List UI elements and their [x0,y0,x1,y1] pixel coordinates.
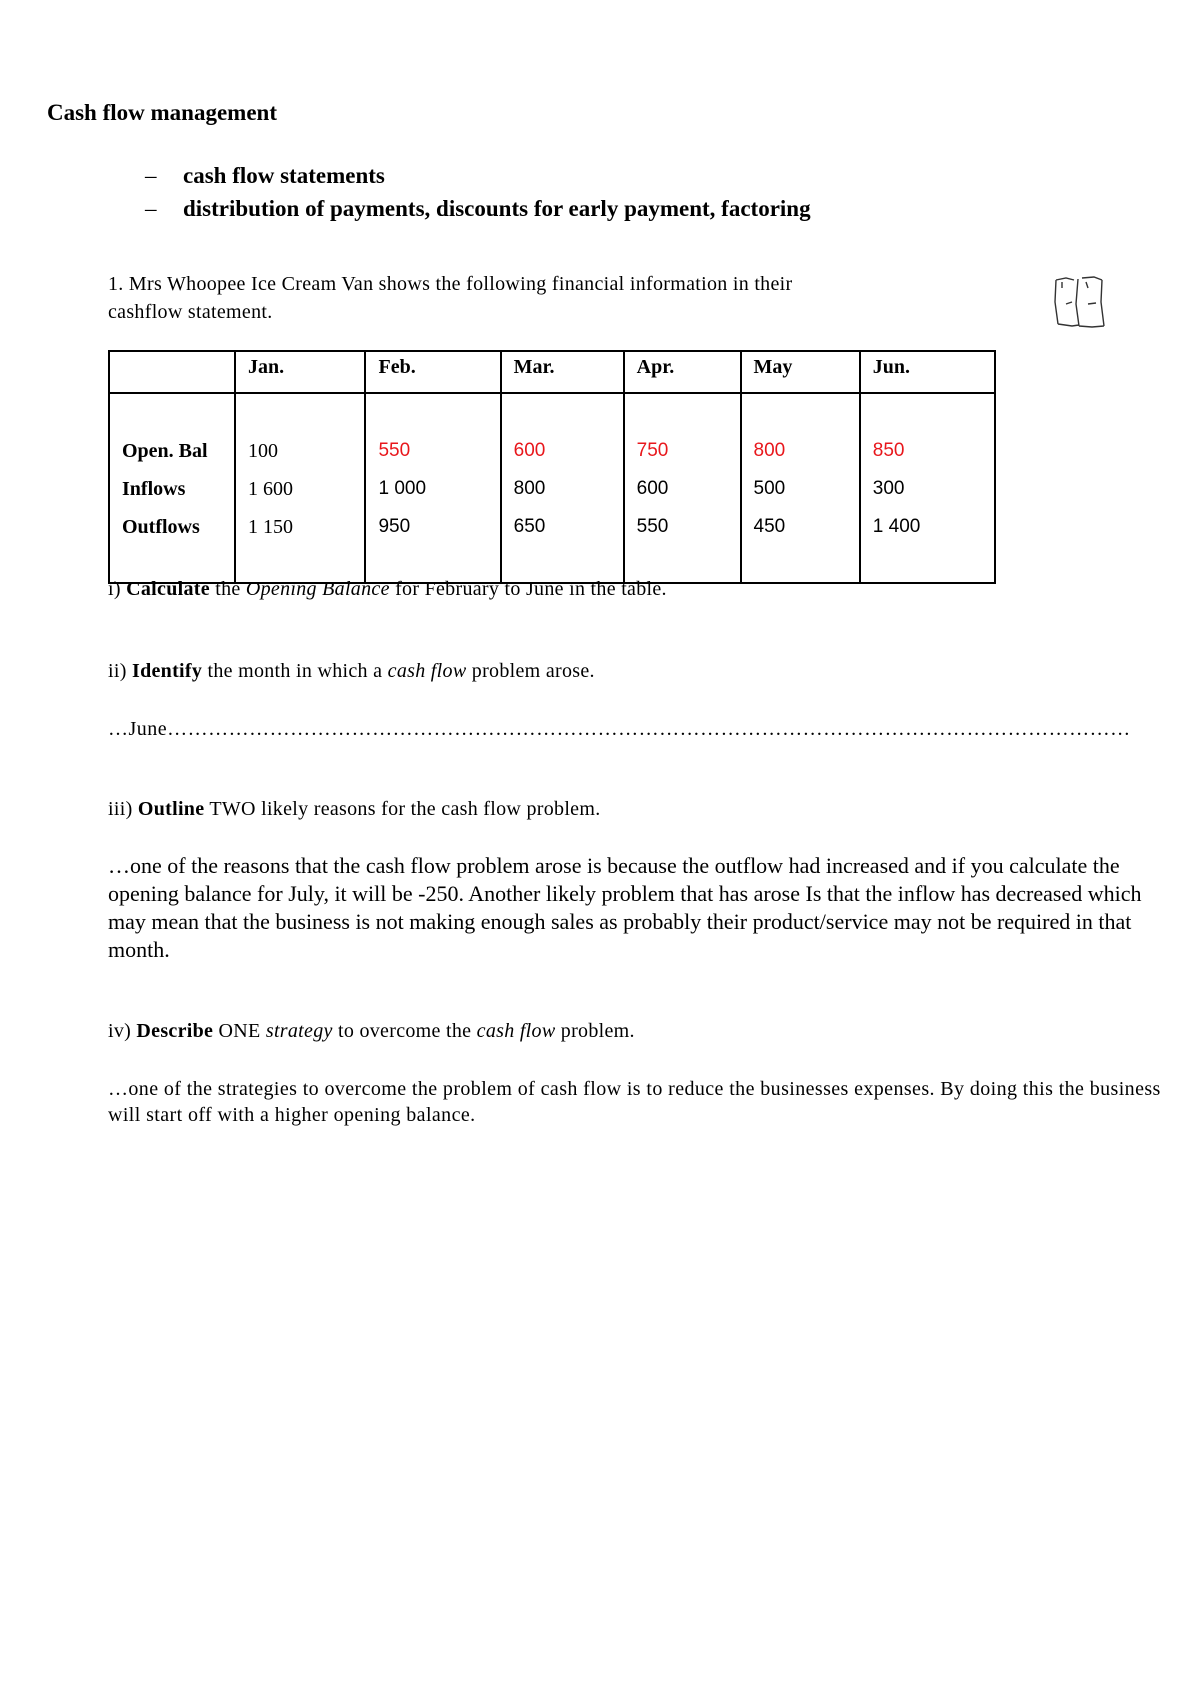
inflows-value: 1 600 [248,478,293,500]
calculated-open-bal-value: 850 [872,440,905,461]
outflows-value: 1 150 [248,516,293,538]
header-cell-apr: Apr. [624,351,741,393]
outflows-value: 650 [513,516,546,537]
calculated-open-bal-value: 600 [513,440,546,461]
calculated-open-bal-value: 550 [378,440,411,461]
month-cell-jun [860,393,995,583]
question-part-iii: iii) Outline TWO likely reasons for the cash flow problem. [108,798,601,820]
inflows-value: 800 [513,478,546,499]
cashflow-table [108,350,996,584]
outflows-value: 550 [636,516,669,537]
inflows-value: 500 [753,478,786,499]
header-cell-jun: Jun. [860,351,995,393]
header-cell-jan: Jan. [235,351,365,393]
table-row [109,393,995,583]
inflows-value: 300 [872,478,905,499]
month-cell-jan [235,393,365,583]
question-part-i: i) Calculate the Opening Balance for February to June in the table. [108,578,667,600]
answer-part-iii: …one of the reasons that the cash flow problem arose is because the outflow had increased and if you calculate the opening balance for July, it will be -250. Another likely problem that has arose Is that the inflow has decreased which may mean that the business is not making enough sales as probably their product/service may not be required in that month. [108,853,1142,962]
calculated-open-bal-value: 750 [636,440,669,461]
question-part-iv: iv) Describe ONE strategy to overcome the cash flow problem. [108,1020,635,1042]
month-cell-may [741,393,860,583]
month-cell-mar [501,393,624,583]
inflows-value: 1 000 [378,478,427,499]
header-cell-may: May [741,351,860,393]
header-cell-mar: Mar. [501,351,624,393]
row-label-outflows: Outflows [122,516,200,538]
outflows-value: 450 [753,516,786,537]
dash-bullet: – [145,196,157,221]
calculated-open-bal-value: 800 [753,440,786,461]
calculator-sketch-icon [1052,274,1106,339]
row-labels-cell [109,393,235,583]
topic-item: – cash flow statements [145,163,385,188]
month-cell-apr [624,393,741,583]
inflows-value: 600 [636,478,669,499]
table-header-row [109,351,995,393]
topic-item: – distribution of payments, discounts for early payment, factoring [145,196,811,221]
outflows-value: 1 400 [872,516,921,537]
open-bal-value: 100 [248,440,278,462]
row-label-inflows: Inflows [122,478,186,500]
topic-list [145,163,811,229]
header-cell-feb: Feb. [365,351,500,393]
outflows-value: 950 [378,516,411,537]
answer-part-iv: …one of the strategies to overcome the problem of cash flow is to reduce the businesses expenses. By doing this the business will start off with a higher opening balance. [108,1078,1161,1126]
row-label-open-bal: Open. Bal [122,440,208,462]
answer-part-ii: …June…………………………………………………………………………………………………………………………… [108,718,1131,740]
question-part-ii: ii) Identify the month in which a cash flow problem arose. [108,660,595,682]
question-1-intro: 1. Mrs Whoopee Ice Cream Van shows the following financial information in their cashflow statement. [108,273,793,323]
header-cell-blank [109,351,235,393]
dash-bullet: – [145,163,157,188]
month-cell-feb [365,393,500,583]
page-title: Cash flow management [47,100,277,125]
